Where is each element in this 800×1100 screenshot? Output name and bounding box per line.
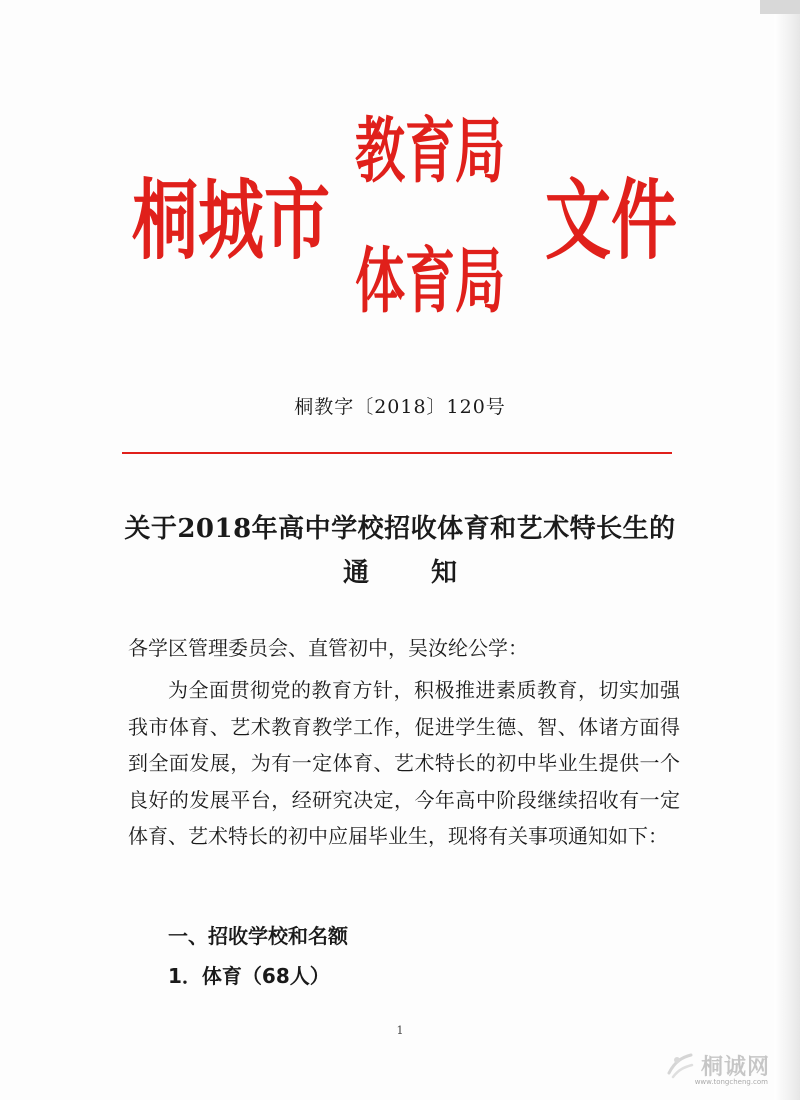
subsection-heading-sports: 1．体育（68人）: [168, 964, 330, 988]
header-city: 桐城市: [132, 170, 330, 272]
scan-corner-mark: [760, 0, 800, 14]
header-doc-type: 文件: [545, 170, 677, 272]
salutation: 各学区管理委员会、直管初中，吴汝纶公学：: [128, 636, 528, 660]
section-heading-schools-quota: 一、招收学校和名额: [168, 924, 348, 948]
notice-title-char-2: 知: [431, 558, 458, 588]
document-number: 桐教字〔2018〕120号: [294, 396, 506, 418]
notice-title-line2: [0, 552, 800, 589]
header-org-sports-bureau: 体育局: [355, 240, 505, 323]
red-divider-line: [122, 452, 672, 454]
site-watermark: [665, 1050, 770, 1081]
body-paragraph: 为全面贯彻党的教育方针，积极推进素质教育，切实加强我市体育、艺术教育教学工作，促进学生德、智、体诸方面得到全面发展，为有一定体育、艺术特长的初中毕业生提供一个良好的发展平台，经研究决定，今年高中阶段继续招收有一定体育、艺术特长的初中应届毕业生，现将有关事项通知如下：: [128, 678, 680, 848]
notice-title-char-1: 通: [342, 558, 369, 588]
scan-edge-shadow: [774, 0, 800, 1100]
header-org-education-bureau: 教育局: [355, 110, 505, 193]
tongcheng-logo-icon: [665, 1051, 695, 1081]
page-number: 1: [396, 1024, 404, 1037]
notice-title: 关于2018年高中学校招收体育和艺术特长生的: [124, 514, 676, 544]
watermark-text: 桐诚网: [700, 1055, 770, 1080]
watermark-url: www.tongcheng.com: [694, 1078, 768, 1086]
